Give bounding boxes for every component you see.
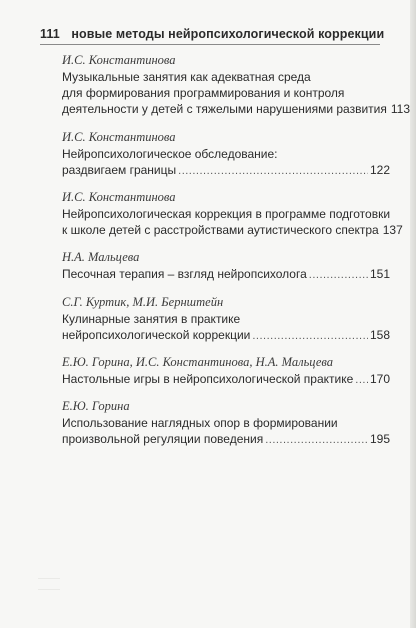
running-title: новые методы нейропсихологической коррекции [71, 27, 385, 41]
entry-title-line: Кулинарные занятия в практике [62, 311, 241, 326]
header-rule [40, 44, 380, 45]
toc-entry [62, 249, 390, 283]
toc-entry [62, 294, 390, 344]
entry-author: И.С. Константинова [62, 129, 176, 144]
dot-leader [178, 163, 368, 179]
entry-title-last-line [62, 327, 390, 344]
entry-title-line: Нейропсихологическая коррекция в программе подготовки [62, 207, 391, 222]
running-header [40, 27, 384, 41]
toc-entry [62, 52, 411, 119]
entry-author: С.Г. Куртик, М.И. Бернштейн [62, 294, 224, 309]
entry-title-line: произвольной регуляции поведения [62, 432, 264, 447]
entry-title-line: Настольные игры в нейропсихологической практике [62, 372, 354, 387]
entry-title-last-line [62, 371, 390, 388]
entry-title-line: Музыкальные занятия как адекватная среда [62, 70, 311, 84]
entry-page-number: 170 [369, 372, 390, 387]
entry-title-last-line [62, 101, 411, 118]
entry-page-number: 158 [369, 327, 390, 342]
page-edge [410, 0, 416, 628]
entry-page-number: 151 [369, 267, 390, 282]
entry-title-line: раздвигаем границы [62, 162, 177, 177]
entry-page-number: 137 [382, 223, 403, 238]
entry-page-number: 195 [369, 432, 390, 447]
entry-title-last-line [62, 162, 390, 179]
toc-entry [62, 189, 403, 239]
faint-footer-mark [38, 578, 60, 590]
entry-title-line: Нейропсихологическое обследование: [62, 146, 278, 161]
page-number: 111 [40, 27, 60, 41]
entry-page-number: 122 [369, 162, 390, 177]
entry-title-line: к школе детей с расстройствами аутистического спектра [62, 223, 379, 238]
toc-entry [62, 354, 390, 388]
toc-entry [62, 129, 390, 179]
entry-author: Н.А. Мальцева [62, 250, 140, 265]
dot-leader [265, 432, 368, 448]
dot-leader [355, 372, 368, 388]
entry-author: И.С. Константинова [62, 53, 176, 67]
dot-leader [252, 328, 368, 344]
entry-title-last-line [62, 266, 390, 283]
entry-author: Е.Ю. Горина [62, 399, 130, 414]
table-of-contents [62, 52, 411, 459]
entry-title-line: Использование наглядных опор в формировании [62, 416, 338, 431]
dot-leader [309, 267, 368, 283]
toc-entry [62, 398, 390, 448]
entry-title-line: Песочная терапия – взгляд нейропсихолога [62, 267, 307, 282]
entry-page-number: 113 [390, 102, 411, 117]
entry-title-line: деятельности у детей с тяжелыми нарушениями развития [62, 102, 387, 117]
entry-title-last-line [62, 431, 390, 448]
entry-title-line: нейропсихологической коррекции [62, 327, 251, 342]
entry-title-line: для формирования программирования и контроля [62, 86, 345, 101]
entry-author: Е.Ю. Горина, И.С. Константинова, Н.А. Мальцева [62, 355, 333, 370]
entry-author: И.С. Константинова [62, 190, 176, 205]
entry-title-last-line [62, 222, 403, 239]
